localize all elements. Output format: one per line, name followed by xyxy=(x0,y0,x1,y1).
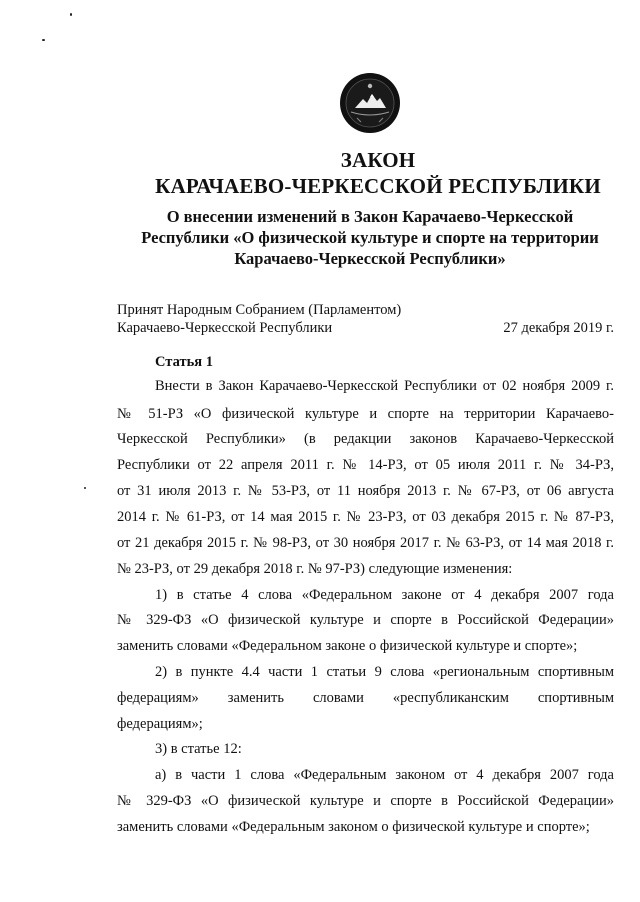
article-text-line: заменить словами «Федеральным законом о физической культуре и спорте»; xyxy=(117,819,590,835)
law-title: ЗАКОН xyxy=(340,148,416,172)
article-text-line: от 21 декабря 2015 г. № 98-РЗ, от 30 ноября 2017 г. № 63-РЗ, от 14 мая 2018 г. xyxy=(117,535,614,551)
law-subtitle-line: Республики «О физической культуре и спорте на территории xyxy=(141,228,599,247)
article-text-line: Внести в Закон Карачаево-Черкесской Республики от 02 ноября 2009 г. xyxy=(155,378,614,394)
article-text-line: 2014 г. № 61-РЗ, от 14 мая 2015 г. № 23-РЗ, от 03 декабря 2015 г. № 87-РЗ, xyxy=(117,509,614,525)
article-text-line: федерациям» заменить словами «республиканским спортивным xyxy=(117,690,614,706)
adoption-date: 27 декабря 2019 г. xyxy=(503,320,614,336)
article-text-line: № 51-РЗ «О физической культуре и спорте на территории Карачаево- xyxy=(117,406,614,422)
article-text-line: Черкесской Республики» (в редакции законов Карачаево-Черкесской xyxy=(117,431,614,447)
republic-title: КАРАЧАЕВО-ЧЕРКЕССКОЙ РЕСПУБЛИКИ xyxy=(155,174,601,198)
law-subtitle-line: О внесении изменений в Закон Карачаево-Черкесской xyxy=(166,207,574,226)
article-text-line: Республики от 22 апреля 2011 г. № 14-РЗ, от 05 июля 2011 г. № 34-РЗ, xyxy=(117,457,614,473)
article-text-line: № 329-ФЗ «О физической культуре и спорте в Российской Федерации» xyxy=(117,612,614,628)
scan-speck xyxy=(70,13,72,16)
scan-speck xyxy=(84,487,86,489)
article-text-line: от 31 июля 2013 г. № 53-РЗ, от 11 ноября 2013 г. № 67-РЗ, от 06 августа xyxy=(117,483,614,499)
scan-speck xyxy=(42,39,45,41)
article-text-line: № 329-ФЗ «О физической культуре и спорте в Российской Федерации» xyxy=(117,793,614,809)
article-title: Статья 1 xyxy=(155,354,213,370)
article-text-line: 3) в статье 12: xyxy=(155,741,242,757)
article-text-line: № 23-РЗ, от 29 декабря 2018 г. № 97-РЗ) следующие изменения: xyxy=(117,561,513,577)
article-text-line: заменить словами «Федеральном законе о физической культуре и спорте»; xyxy=(117,638,578,654)
article-text-line: 1) в статье 4 слова «Федеральном законе от 4 декабря 2007 года xyxy=(155,587,614,603)
article-text-line: федерациям»; xyxy=(117,716,203,732)
adopted-by: Принят Народным Собранием (Парламентом) xyxy=(117,302,402,318)
coat-of-arms-emblem xyxy=(339,72,401,134)
adopted-by-republic: Карачаево-Черкесской Республики xyxy=(117,320,333,336)
article-text-line: 2) в пункте 4.4 части 1 статьи 9 слова «региональным спортивным xyxy=(155,664,614,680)
law-subtitle-line: Карачаево-Черкесской Республики» xyxy=(234,249,506,268)
article-text-line: а) в части 1 слова «Федеральным законом от 4 декабря 2007 года xyxy=(155,767,614,783)
